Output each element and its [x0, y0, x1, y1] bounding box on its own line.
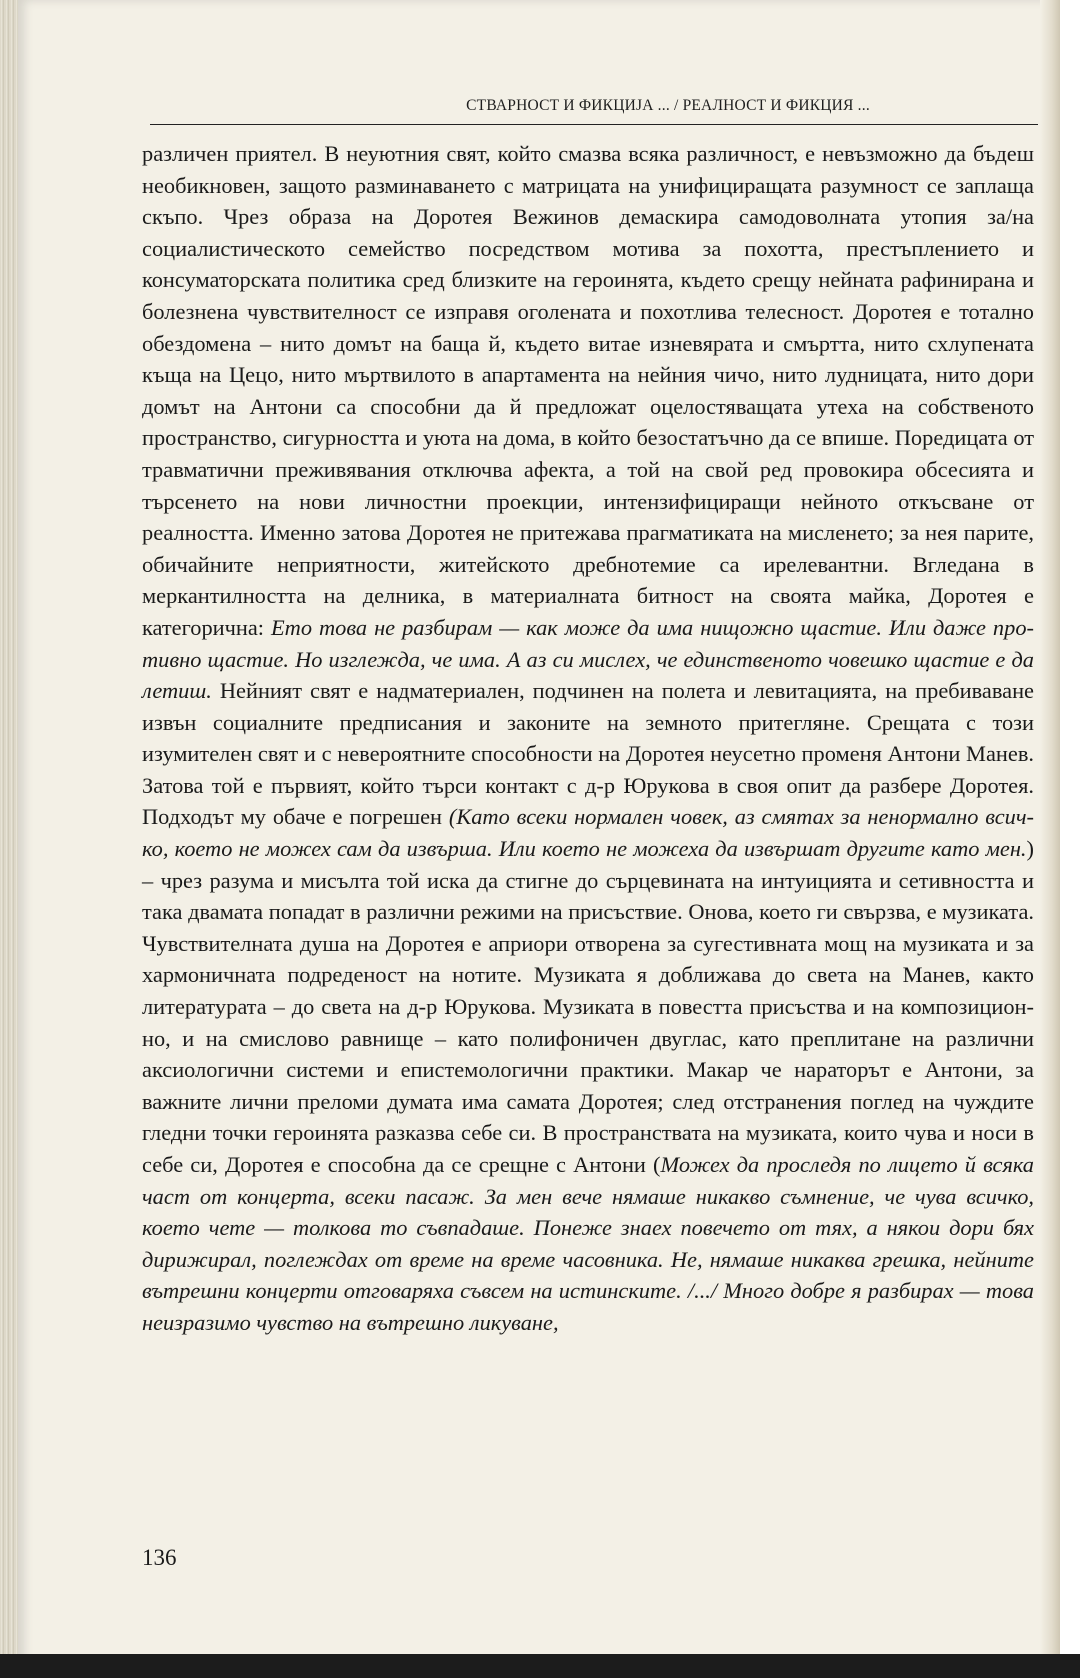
quote-italic-segment: (Като всеки нормален човек, аз смятах за ненормално всичко, което не можех сам да извърша. Или което не можеха да извършат другите като мен.	[142, 804, 1034, 862]
body-paragraph	[142, 138, 1034, 1339]
quote-italic-segment: Можех да проследя по лицето й всяка част от концерта, всеки пасаж. За мен вече нямаше никакво съмнение, че чува всичко, което чете — толкова то съвпадаше. Понеже знаех повечето от тях, а някои дори бях дирижирал, поглеждах от време на време часовника. Не, нямаше никаква грешка, нейните вътрешни концерти отговаряха съвсем на истинските. /.../ Много добре я разбирах — това неизразимо чувство на вътрешно ликуване,	[142, 1152, 1034, 1335]
page-number: 136	[142, 1545, 177, 1570]
text-segment: Нейният свят е надматериален, подчинен на полета и левитацията, на пребиваване извън социалните предписания и законите на земното притегляне. Срещата с този изумителен свят и с невероятните способности на Доротея неусетно променя Антони Манев. Затова той е първият, който търси контакт с д-р Юрукова в своя опит да разбере Доротея. Подходът му обаче е погрешен	[142, 678, 1034, 830]
text-segment: ) – чрез разума и мисълта той иска да стигне до сърцевината на интуицията и сетивността и така двамата попадат в различни режими на присъствие. Онова, което ги свързва, е музиката. Чувствителната душа на Доротея е априори отворена за сугестивната мощ на музиката и за хармоничната подреденост на нотите. Музиката я доближава до света на Манев, както литературата – до света на д-р Юрукова. Музиката в повестта присъства и на композиционно, и на смислово равнище – като полифоничен двуглас, като преплитане на различни аксиологични системи и епистемологични практики. Макар че нараторът е Антони, за важните лични преломи думата има самата Доротея; след отстранения поглед на чуждите гледни точки героинята разказва себе си. В пространствата на музиката, които чува и носи в себе си, Доротея е способна да се срещне с Антони (	[142, 836, 1034, 1177]
header-rule	[150, 124, 1038, 125]
text-segment: различен приятел. В неуютния свят, който смазва всяка различност, е невъзможно да бъдеш необикновен, защото разминаването с матрицата на унифициращата разумност се заплаща скъпо. Чрез образа на Доротея Вежинов демаскира самодоволната утопия за/на социалистическото семейство посредством мотива за похотта, престъплението и консуматорската политика сред близките на героинята, където срещу нейната рафинирана и болезнена чувствителност се изправя оголената и похотлива телесност. Доротея е тотално обездомена – нито домът на баща й, където витае изневярата и смъртта, нито схлупената къща на Цецо, нито мъртвилото в апартамента на нейния чичо, нито лудницата, нито дори домът на Антони са способни да й предложат оцелостяващата утеха на собственото пространство, сигурността и уюта на дома, в който безостатъчно да се впише. Поредицата от травматични преживявания отключва афекта, а той на свой ред провокира обсесията и търсенето на нови личностни проекции, интензифициращи нейното откъсване от реалността. Именно затова Доротея не притежава прагматиката на мисленето; за нея парите, обичайните неприятности, житейското дребнотемие са ирелевантни. Вгледана в меркантилността на делника, в материалната битност на своята майка, Доротея е категорична:	[142, 141, 1034, 640]
scan-bottom-border	[0, 1654, 1080, 1678]
book-page-edge	[0, 0, 18, 1678]
running-title: СТВАРНОСТ И ФИКЦИЈА ... / РЕАЛНОСТ И ФИКЦИЯ ...	[466, 97, 870, 114]
quote-italic-segment: Ето това не разбирам — как може да има нищожно щастие. Или даже противно щастие. Но изглежда, че има. А аз си мислех, че единственото човешко щастие е да летиш.	[142, 614, 1034, 704]
book-gutter-shadow	[1040, 0, 1060, 1678]
running-header	[150, 97, 1038, 115]
